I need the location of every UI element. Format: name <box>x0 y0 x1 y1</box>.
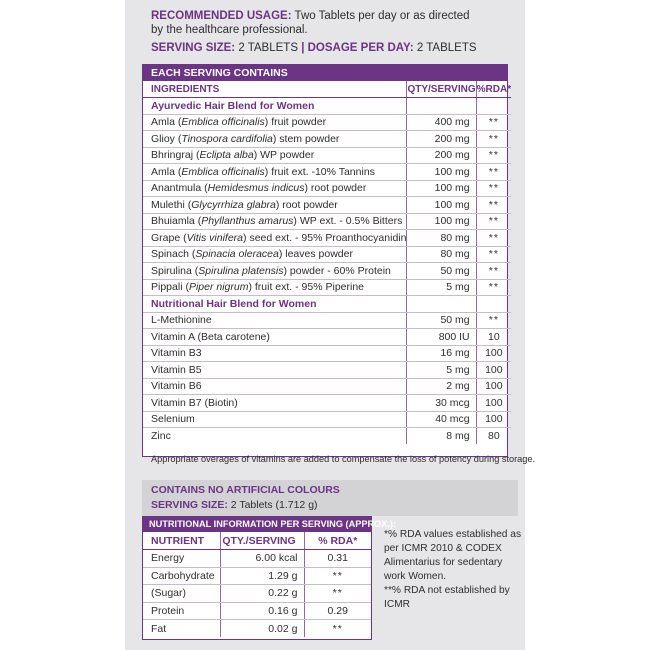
ingredient-qty: 5 mg <box>407 362 476 379</box>
table-row <box>143 213 511 230</box>
empty-cell <box>476 296 511 313</box>
ingredient-name <box>143 131 407 148</box>
ingredient-latin-name: Tinospora cardifolia <box>181 132 273 145</box>
usage-text: Two Tablets per day or as directed by the healthcare professional. <box>151 10 470 36</box>
table-row <box>143 411 511 428</box>
ingredient-rda: 100 <box>476 362 511 379</box>
ingredient-latin-name: Piper nigrum <box>188 281 249 294</box>
section-row <box>143 98 511 115</box>
ingredient-qty: 50 mg <box>407 263 476 280</box>
ingredient-common-name: Grape ( <box>151 231 187 244</box>
ingredient-latin-name: Spinacia oleracea <box>195 248 279 261</box>
ingredient-qty: 200 mg <box>407 147 476 164</box>
ingredient-name <box>143 180 407 197</box>
section-row <box>143 296 511 313</box>
ingredient-name <box>143 279 407 296</box>
overage-note: Appropriate overages of vitamins are added to compensate the loss of potency during storage. <box>151 454 536 464</box>
header-nutrient: NUTRIENT <box>143 532 220 550</box>
ingredient-qty: 100 mg <box>407 213 476 230</box>
ingredient-qty: 80 mg <box>407 230 476 247</box>
table-row <box>143 263 511 280</box>
ingredient-name <box>143 362 407 379</box>
ingredient-name <box>143 345 407 362</box>
ingredient-detail: ) WP ext. - 0.5% Bitters <box>293 215 403 228</box>
no-artificial-title: CONTAINS NO ARTIFICIAL COLOURS <box>151 484 340 496</box>
ingredient-common-name: Amla ( <box>151 116 182 129</box>
nutrition-title: NUTRITIONAL INFORMATION PER SERVING (APPROX.): <box>143 517 371 532</box>
serving-size-value: 2 TABLETS <box>235 42 298 54</box>
ingredient-rda: ** <box>476 312 511 329</box>
table-row <box>143 230 511 247</box>
ingredient-name <box>143 246 407 263</box>
ingredient-qty: 400 mg <box>407 114 476 131</box>
ingredient-detail: ) root powder <box>275 198 338 211</box>
ingredient-name <box>143 114 407 131</box>
ingredient-common-name: Spirulina ( <box>151 264 199 277</box>
ingredient-detail: ) leaves powder <box>278 248 353 261</box>
table-row <box>143 164 511 181</box>
ingredient-name <box>143 378 407 395</box>
nutrition-row <box>143 602 371 620</box>
not-established-footnote: **% RDA not established by ICMR <box>384 585 510 610</box>
header-qty: QTY/SERVING <box>407 81 476 98</box>
nutrient-name: (Sugar) <box>143 585 220 603</box>
nutrient-name: Carbohydrate <box>143 567 220 585</box>
ingredient-latin-name: Hemidesmus indicus <box>207 182 305 195</box>
footnotes <box>384 528 524 612</box>
table-title: EACH SERVING CONTAINS <box>143 65 507 81</box>
nutrition-row <box>143 620 371 638</box>
nutrition-row <box>143 550 371 568</box>
nutrient-qty: 6.00 kcal <box>220 550 304 568</box>
ingredient-qty: 100 mg <box>407 180 476 197</box>
table-row <box>143 246 511 263</box>
ingredient-qty: 8 mg <box>407 428 476 445</box>
ingredient-common-name: Zinc <box>151 430 171 442</box>
ingredient-common-name: Vitamin B6 <box>151 380 202 393</box>
table-row <box>143 329 511 346</box>
ingredient-qty: 30 mcg <box>407 395 476 412</box>
header-rda: %RDA* <box>476 81 511 98</box>
ingredient-detail: ) fruit ext. - 95% Piperine <box>248 281 365 294</box>
table-row <box>143 312 511 329</box>
ingredient-latin-name: Phyllanthus amarus <box>201 215 294 228</box>
ingredient-latin-name: Emblica officinalis <box>181 116 265 129</box>
serving-dosage-line <box>151 42 477 54</box>
table-header-row <box>143 81 511 98</box>
table-row <box>143 395 511 412</box>
nutrient-name: Energy <box>143 550 220 568</box>
table-row <box>143 147 511 164</box>
table-row <box>143 279 511 296</box>
empty-cell <box>476 98 511 115</box>
ingredient-rda: 100 <box>476 395 511 412</box>
ingredient-name <box>143 395 407 412</box>
nutrient-rda: 0.29 <box>304 602 371 620</box>
serving-size-value: 2 Tablets (1.712 g) <box>227 499 318 511</box>
table-row <box>143 114 511 131</box>
ingredient-common-name: Vitamin B5 <box>151 363 202 376</box>
ingredient-rda: ** <box>476 147 511 164</box>
ingredient-detail: ) WP powder <box>253 149 315 162</box>
ingredient-rda: ** <box>476 131 511 148</box>
ingredient-qty: 40 mcg <box>407 411 476 428</box>
nutrient-name: Protein <box>143 602 220 620</box>
ingredient-latin-name: Vitis vinifera <box>186 231 244 244</box>
serving-size-label: SERVING SIZE: <box>151 499 228 511</box>
ingredient-common-name: Selenium <box>151 413 195 426</box>
ingredient-qty: 50 mg <box>407 312 476 329</box>
ingredient-common-name: L-Methionine <box>151 314 212 327</box>
ingredient-common-name: Amla ( <box>151 165 182 178</box>
serving-size-label: SERVING SIZE: <box>151 42 236 54</box>
nutrition-row <box>143 585 371 603</box>
ingredient-qty: 100 mg <box>407 164 476 181</box>
ingredient-rda: ** <box>476 263 511 280</box>
section-title: Ayurvedic Hair Blend for Women <box>143 98 407 115</box>
table-row <box>143 131 511 148</box>
ingredient-name <box>143 428 407 445</box>
ingredient-latin-name: Glycyrrhiza glabra <box>191 198 276 211</box>
no-artificial-band <box>142 480 518 516</box>
ingredient-common-name: Vitamin B7 (Biotin) <box>151 396 238 409</box>
section-title: Nutritional Hair Blend for Women <box>143 296 407 313</box>
usage-label: RECOMMENDED USAGE: <box>151 10 292 22</box>
ingredient-common-name: Vitamin B3 <box>151 347 202 360</box>
serving-size-line <box>151 499 318 511</box>
ingredient-name <box>143 329 407 346</box>
nutrition-header-row <box>143 532 371 550</box>
ingredient-rda: ** <box>476 114 511 131</box>
nutrient-rda: 0.31 <box>304 550 371 568</box>
dosage-label: DOSAGE PER DAY: <box>307 42 414 54</box>
ingredient-common-name: Glioy ( <box>151 132 182 145</box>
ingredient-rda: ** <box>476 246 511 263</box>
ingredients-grid <box>143 81 511 444</box>
table-row <box>143 197 511 214</box>
nutrient-rda: ** <box>304 567 371 585</box>
ingredient-rda: ** <box>476 213 511 230</box>
ingredient-name <box>143 147 407 164</box>
ingredient-qty: 80 mg <box>407 246 476 263</box>
ingredient-latin-name: Emblica officinalis <box>181 165 265 178</box>
ingredient-detail: ) seed ext. - 95% Proanthocyanidin <box>243 231 407 244</box>
ingredient-rda: ** <box>476 230 511 247</box>
ingredient-qty: 100 mg <box>407 197 476 214</box>
table-row <box>143 345 511 362</box>
ingredient-common-name: Spinach ( <box>151 248 196 261</box>
ingredient-name <box>143 197 407 214</box>
ingredient-rda: 80 <box>476 428 511 445</box>
ingredient-rda: ** <box>476 164 511 181</box>
ingredient-common-name: Bhuiamla ( <box>151 215 202 228</box>
ingredient-name <box>143 312 407 329</box>
ingredient-common-name: Pippali ( <box>151 281 189 294</box>
ingredient-qty: 5 mg <box>407 279 476 296</box>
ingredient-rda: ** <box>476 180 511 197</box>
table-row <box>143 378 511 395</box>
ingredient-name <box>143 230 407 247</box>
ingredient-rda: 10 <box>476 329 511 346</box>
ingredient-name <box>143 164 407 181</box>
header-qty: QTY./SERVING <box>220 532 304 550</box>
ingredient-name <box>143 411 407 428</box>
ingredient-latin-name: Spirulina platensis <box>198 264 284 277</box>
ingredient-detail: ) root powder <box>304 182 367 195</box>
ingredient-detail: ) stem powder <box>272 132 340 145</box>
nutrient-qty: 1.29 g <box>220 567 304 585</box>
nutrition-row <box>143 567 371 585</box>
empty-cell <box>407 296 476 313</box>
header-ingredients: INGREDIENTS <box>143 81 407 98</box>
ingredient-detail: ) fruit ext. -10% Tannins <box>264 165 375 178</box>
ingredients-table <box>142 64 512 457</box>
separator: | <box>298 42 308 54</box>
table-row <box>143 362 511 379</box>
dosage-value: 2 TABLETS <box>413 42 477 54</box>
nutrient-name: Fat <box>151 622 167 635</box>
ingredient-qty: 200 mg <box>407 131 476 148</box>
ingredient-rda: 100 <box>476 411 511 428</box>
ingredient-common-name: Anantmula ( <box>151 182 208 195</box>
ingredient-common-name: Mulethi ( <box>151 198 192 211</box>
nutrient-qty: 0.02 g <box>220 620 304 638</box>
ingredient-name <box>143 263 407 280</box>
ingredient-qty: 800 IU <box>407 329 476 346</box>
ingredient-detail: ) fruit powder <box>264 116 327 129</box>
ingredient-rda: 100 <box>476 378 511 395</box>
empty-cell <box>407 98 476 115</box>
nutrient-qty: 0.16 g <box>220 602 304 620</box>
ingredient-rda: 100 <box>476 345 511 362</box>
ingredient-rda: ** <box>476 197 511 214</box>
nutrient-rda: ** <box>304 620 371 638</box>
nutrition-grid <box>143 532 371 637</box>
ingredient-rda: ** <box>476 279 511 296</box>
ingredient-latin-name: Eclipta alba <box>199 149 254 162</box>
table-row <box>143 428 511 445</box>
ingredient-qty: 16 mg <box>407 345 476 362</box>
table-row <box>143 180 511 197</box>
ingredient-common-name: Bhringraj ( <box>151 149 200 162</box>
ingredient-detail: ) powder - 60% Protein <box>283 264 391 277</box>
ingredient-qty: 2 mg <box>407 378 476 395</box>
header-rda: % RDA* <box>304 532 371 550</box>
nutrition-table <box>142 516 397 640</box>
nutrient-qty: 0.22 g <box>220 585 304 603</box>
recommended-usage <box>151 10 481 37</box>
nutrient-rda: ** <box>304 585 371 603</box>
rda-footnote: *% RDA values established as per ICMR 2010 & CODEX Alimentarius for sedentary work Women. <box>384 529 522 582</box>
ingredient-name <box>143 213 407 230</box>
ingredient-common-name: Vitamin A (Beta carotene) <box>151 330 270 343</box>
